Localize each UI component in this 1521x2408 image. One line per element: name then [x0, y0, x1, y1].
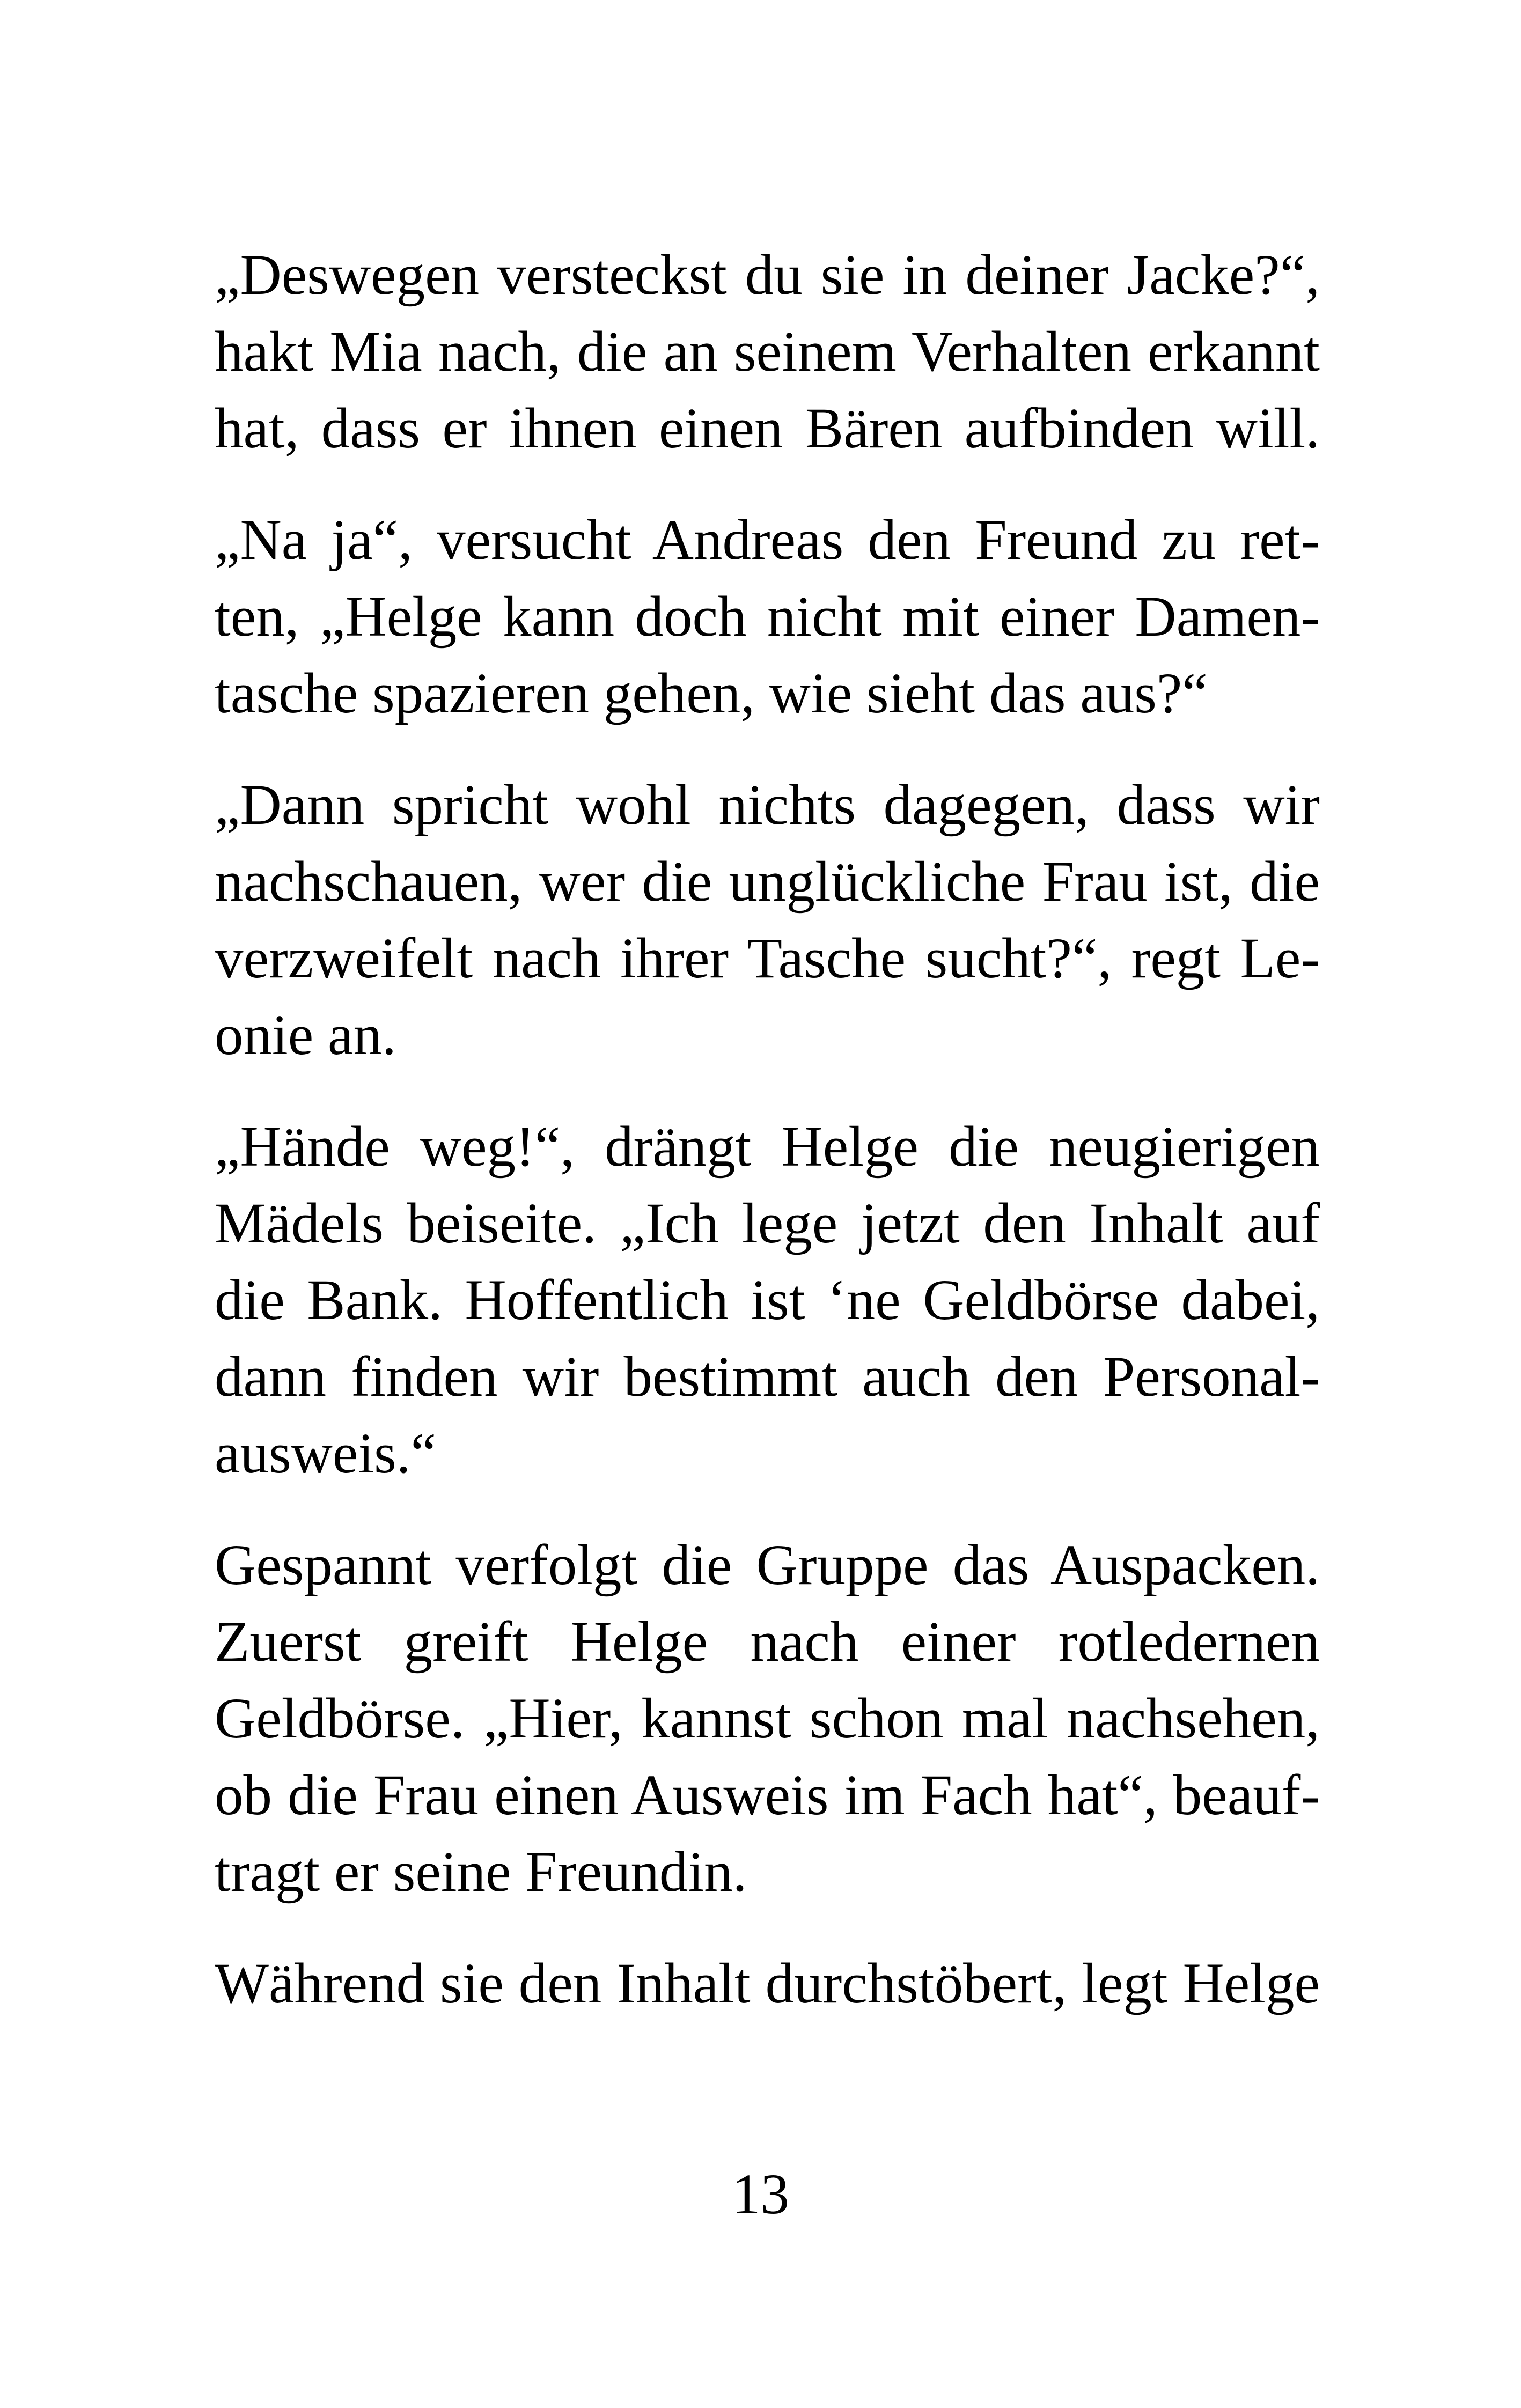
- text-line: Während sie den Inhalt durchstöbert, legt Helge: [215, 1952, 1320, 2015]
- text-line: tragt er seine Freundin.: [215, 1840, 747, 1904]
- text-line: Zuerst greift Helge nach einer rotledernen: [215, 1610, 1320, 1674]
- text-line: „Na ja“, versucht Andreas den Freund zu ret-: [215, 509, 1320, 572]
- text-line: „Hände weg!“, drängt Helge die neugierigen: [215, 1115, 1320, 1179]
- text-line: dann finden wir bestimmt auch den Personal-: [215, 1345, 1320, 1409]
- paragraph: [215, 502, 1320, 732]
- text-line: die Bank. Hoffentlich ist ‘ne Geldbörse dabei,: [215, 1269, 1320, 1332]
- text-line: „Deswegen versteckst du sie in deiner Jacke?“,: [215, 244, 1320, 307]
- text-line: ten, „Helge kann doch nicht mit einer Damen-: [215, 585, 1320, 649]
- paragraph: [215, 1109, 1320, 1492]
- text-line: verzweifelt nach ihrer Tasche sucht?“, regt Le-: [215, 927, 1320, 990]
- text-line: Gespannt verfolgt die Gruppe das Auspacken.: [215, 1534, 1320, 1597]
- text-line: Mädels beiseite. „Ich lege jetzt den Inhalt auf: [215, 1192, 1320, 1255]
- paragraph-spacer: [215, 467, 1320, 502]
- text-line: „Dann spricht wohl nichts dagegen, dass wir: [215, 774, 1320, 837]
- text-line: onie an.: [215, 1004, 396, 1067]
- paragraph: [215, 1946, 1320, 2022]
- text-line: ob die Frau einen Ausweis im Fach hat“, beauf-: [215, 1764, 1320, 1827]
- paragraph-spacer: [215, 732, 1320, 767]
- page-number: 13: [732, 2163, 789, 2226]
- text-line: tasche spazieren gehen, wie sieht das aus?“: [215, 662, 1208, 725]
- paragraph-spacer: [215, 1492, 1320, 1527]
- text-line: hat, dass er ihnen einen Bären aufbinden will.: [215, 397, 1320, 460]
- text-line: nachschauen, wer die unglückliche Frau ist, die: [215, 850, 1320, 914]
- text-line: Geldbörse. „Hier, kannst schon mal nachsehen,: [215, 1687, 1320, 1750]
- paragraph-spacer: [215, 1074, 1320, 1109]
- text-line: ausweis.“: [215, 1422, 437, 1485]
- paragraph: [215, 767, 1320, 1074]
- text-line: hakt Mia nach, die an seinem Verhalten erkannt: [215, 320, 1320, 384]
- paragraph: [215, 237, 1320, 467]
- body-text: [215, 237, 1320, 2022]
- paragraph-spacer: [215, 1911, 1320, 1946]
- paragraph: [215, 1527, 1320, 1911]
